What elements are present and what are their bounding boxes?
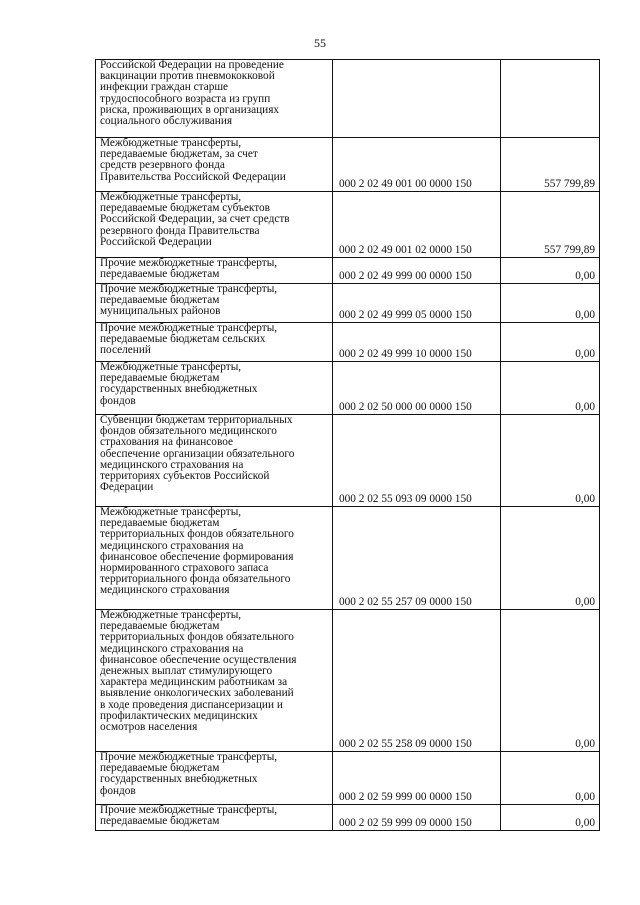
row-code: 000 2 02 49 999 00 0000 150 xyxy=(339,269,472,282)
row-code-cell xyxy=(333,323,501,362)
table-row xyxy=(96,362,600,415)
row-name: Прочие межбюджетные трансферты, передаваемые бюджетам муниципальных районов xyxy=(100,283,278,318)
row-amount: 0,00 xyxy=(575,347,595,360)
row-amount: 557 799,89 xyxy=(544,177,595,190)
row-code-cell xyxy=(333,362,501,415)
row-name-cell xyxy=(96,610,333,752)
row-amount: 0,00 xyxy=(575,816,595,829)
row-amount-cell xyxy=(501,192,600,258)
row-amount-cell xyxy=(501,507,600,610)
row-amount-cell xyxy=(501,362,600,415)
row-amount-cell xyxy=(501,284,600,323)
table-row xyxy=(96,415,600,507)
row-name: Межбюджетные трансферты, передаваемые бюджетам, за счет средств резервного фонда Правительства Российской Федерации xyxy=(100,137,286,183)
row-code: 000 2 02 49 001 02 0000 150 xyxy=(339,243,472,256)
row-amount: 0,00 xyxy=(575,308,595,321)
row-name: Российской Федерации на проведение вакцинации против пневмококковой инфекции граждан старше трудоспособного возраста из групп риска, проживающих в организациях социального обслуживания xyxy=(100,59,284,128)
row-code-cell xyxy=(333,507,501,610)
row-code: 000 2 02 49 999 10 0000 150 xyxy=(339,347,472,360)
page-number: 55 xyxy=(314,36,326,50)
table-row xyxy=(96,323,600,362)
row-code: 000 2 02 59 999 09 0000 150 xyxy=(339,816,472,829)
row-name-cell xyxy=(96,805,333,831)
row-name-cell xyxy=(96,284,333,323)
row-amount-cell xyxy=(501,323,600,362)
row-code: 000 2 02 59 999 00 0000 150 xyxy=(339,790,472,803)
row-name-cell xyxy=(96,323,333,362)
row-code: 000 2 02 50 000 00 0000 150 xyxy=(339,400,472,413)
row-amount: 0,00 xyxy=(575,492,595,505)
table-row xyxy=(96,258,600,284)
row-name: Прочие межбюджетные трансферты, передаваемые бюджетам xyxy=(100,804,278,828)
row-name-cell xyxy=(96,415,333,507)
table-row xyxy=(96,192,600,258)
row-code: 000 2 02 55 257 09 0000 150 xyxy=(339,595,472,608)
row-name-cell xyxy=(96,192,333,258)
row-code: 000 2 02 55 258 09 0000 150 xyxy=(339,737,472,750)
row-amount: 0,00 xyxy=(575,269,595,282)
row-code-cell xyxy=(333,138,501,192)
row-code-cell xyxy=(333,415,501,507)
row-code: 000 2 02 49 999 05 0000 150 xyxy=(339,308,472,321)
row-name-cell xyxy=(96,752,333,805)
row-code-cell xyxy=(333,60,501,138)
row-amount: 0,00 xyxy=(575,595,595,608)
row-name-cell xyxy=(96,258,333,284)
row-name: Прочие межбюджетные трансферты, передаваемые бюджетам государственных внебюджетных фондов xyxy=(100,751,278,797)
table-row xyxy=(96,805,600,831)
row-code-cell xyxy=(333,610,501,752)
row-code-cell xyxy=(333,192,501,258)
row-code: 000 2 02 55 093 09 0000 150 xyxy=(339,492,472,505)
row-amount-cell xyxy=(501,610,600,752)
row-name-cell xyxy=(96,362,333,415)
row-amount-cell xyxy=(501,258,600,284)
row-code-cell xyxy=(333,258,501,284)
row-name: Субвенции бюджетам территориальных фондов обязательного медицинского страхования на финансовое обеспечение организации обязательного медицинского страхования на территориях субъектов Российской Федерации xyxy=(100,414,295,494)
row-name: Межбюджетные трансферты, передаваемые бюджетам территориальных фондов обязательного медицинского страхования на финансовое обеспечение осуществления денежных выплат стимулирующего характера медицинским работникам за выявление онкологических заболеваний в ходе проведения диспансеризации и профилактических медицинских осмотров населения xyxy=(100,609,297,734)
row-amount-cell xyxy=(501,138,600,192)
table-row xyxy=(96,610,600,752)
row-amount-cell xyxy=(501,805,600,831)
row-code-cell xyxy=(333,805,501,831)
row-amount-cell xyxy=(501,60,600,138)
row-name: Межбюджетные трансферты, передаваемые бюджетам субъектов Российской Федерации, за счет средств резервного фонда Правительства Российской Федерации xyxy=(100,191,290,248)
row-name-cell xyxy=(96,507,333,610)
row-amount: 0,00 xyxy=(575,400,595,413)
row-amount: 0,00 xyxy=(575,790,595,803)
row-name-cell xyxy=(96,60,333,138)
row-amount-cell xyxy=(501,415,600,507)
table-row xyxy=(96,752,600,805)
row-name: Межбюджетные трансферты, передаваемые бюджетам территориальных фондов обязательного медицинского страхования на финансовое обеспечение формирования нормированного страхового запаса территориального фонда обязательного медицинского страхования xyxy=(100,506,294,597)
table-row xyxy=(96,60,600,138)
budget-table xyxy=(95,59,600,831)
row-name: Межбюджетные трансферты, передаваемые бюджетам государственных внебюджетных фондов xyxy=(100,361,258,407)
table-row xyxy=(96,138,600,192)
row-code-cell xyxy=(333,752,501,805)
row-amount-cell xyxy=(501,752,600,805)
row-amount: 0,00 xyxy=(575,737,595,750)
row-code: 000 2 02 49 001 00 0000 150 xyxy=(339,177,472,190)
row-amount: 557 799,89 xyxy=(544,243,595,256)
table-row xyxy=(96,284,600,323)
table-row xyxy=(96,507,600,610)
row-code-cell xyxy=(333,284,501,323)
row-name: Прочие межбюджетные трансферты, передаваемые бюджетам сельских поселений xyxy=(100,322,278,357)
row-name: Прочие межбюджетные трансферты, передаваемые бюджетам xyxy=(100,257,278,281)
row-name-cell xyxy=(96,138,333,192)
